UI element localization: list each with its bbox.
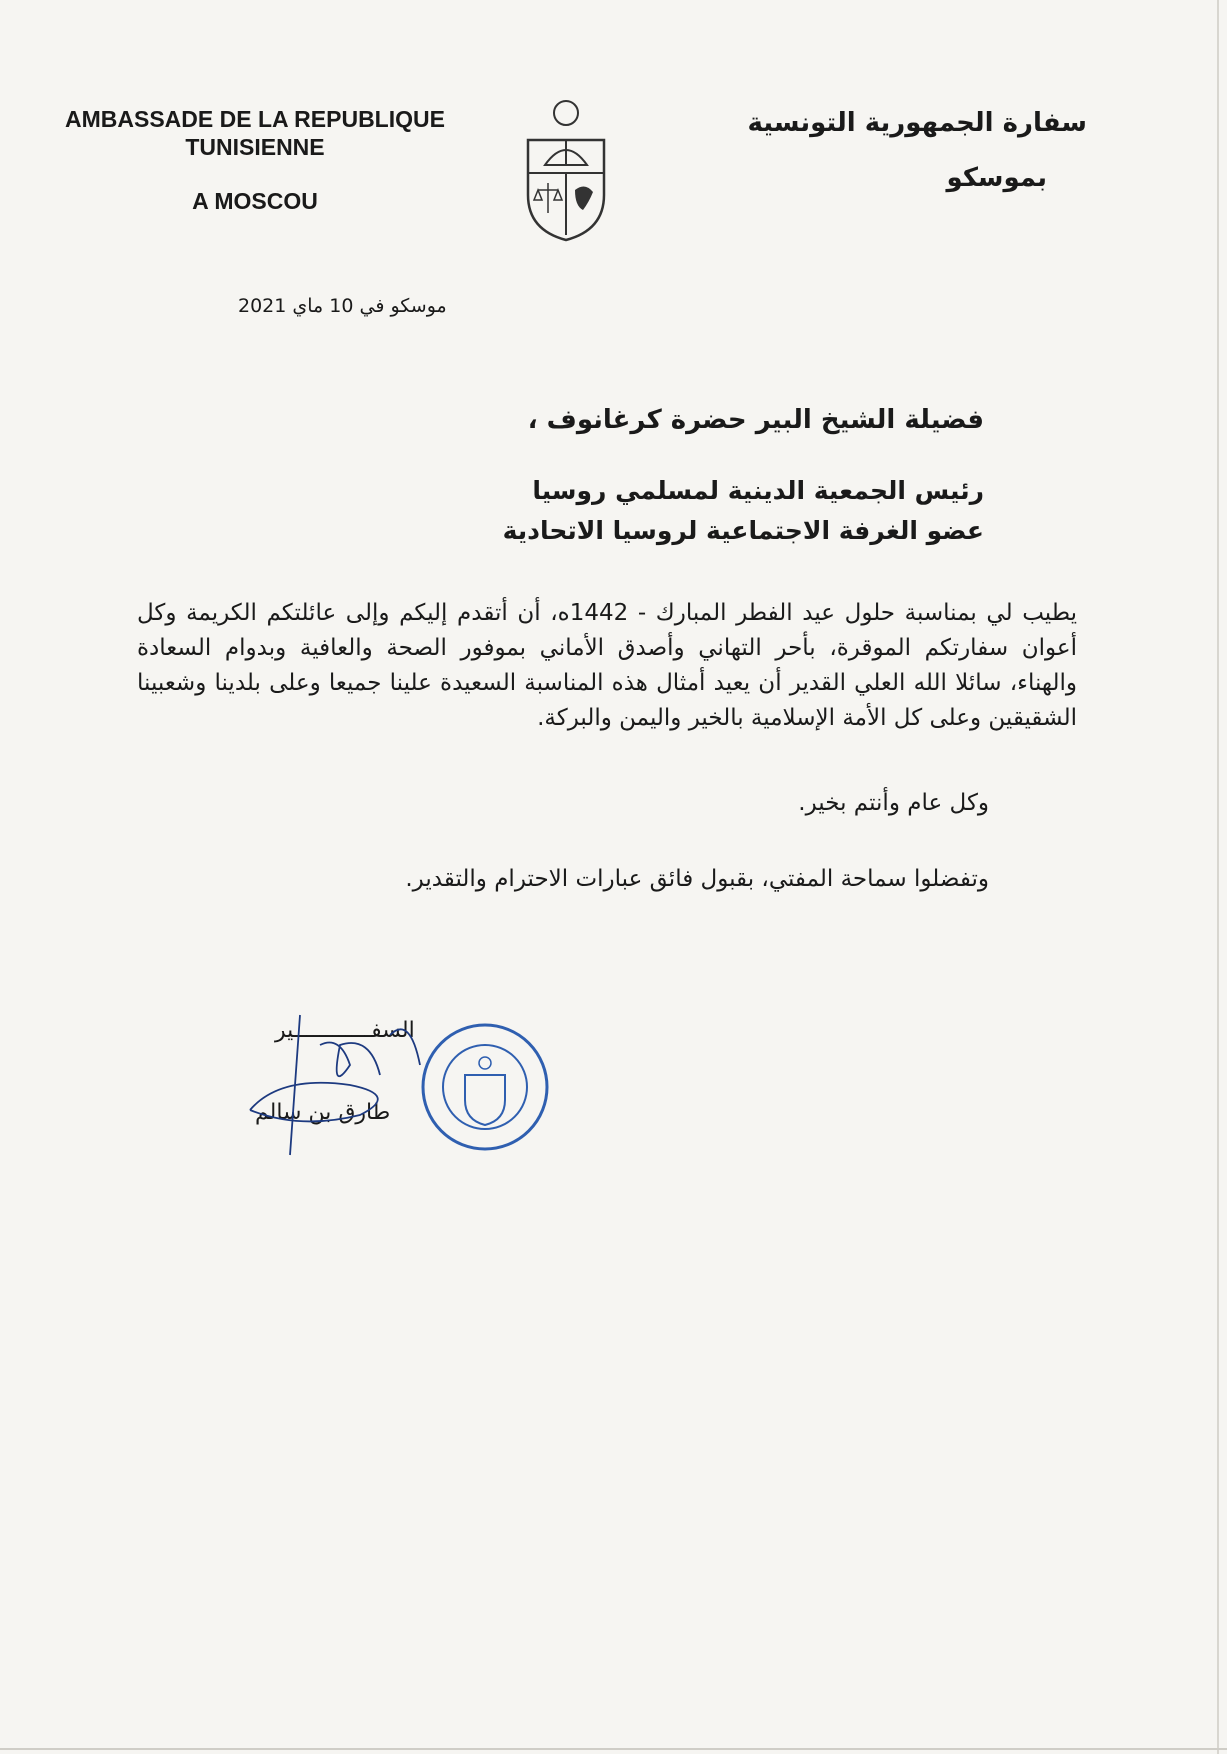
body-closing: وتفضلوا سماحة المفتي، بقبول فائق عبارات الاحترام والتقدير.: [405, 866, 989, 892]
recipient-title-2: عضو الغرفة الاجتماعية لروسيا الاتحادية: [502, 516, 984, 545]
header-fr-line1: AMBASSADE DE LA REPUBLIQUE: [65, 106, 445, 132]
signature-title: السفــــــــــــير: [275, 1018, 415, 1043]
scan-edge: [1217, 0, 1219, 1754]
body-paragraph: يطيب لي بمناسبة حلول عيد الفطر المبارك - 1442ه، أن أتقدم إليكم وإلى عائلتكم الكريمة وكل أعوان سفارتكم الموقرة، بأحر التهاني وأصدق الأماني بموفور الصحة والعافية وبدوام السعادة والهناء، سائلا الله العلي القدير أن يعيد أمثال هذه المناسبة السعيدة علينا جميعا وعلى بلدينا وشعبينا الشقيقين وعلى كل الأمة الإسلامية بالخير واليمن والبركة.: [137, 600, 1077, 731]
signature-name: طارق بن سالم: [255, 1100, 391, 1125]
header-fr-line2: TUNISIENNE: [185, 134, 325, 160]
scan-edge-bottom: [0, 1748, 1227, 1750]
recipient-title-1: رئيس الجمعية الدينية لمسلمي روسيا: [532, 476, 984, 505]
recipient-salutation: فضيلة الشيخ البير حضرة كرغانوف ،: [527, 405, 984, 435]
official-stamp-and-signature: [240, 1005, 560, 1175]
header-ar-line1: سفارة الجمهورية التونسية: [747, 108, 1087, 138]
letter-date: موسكو في 10 ماي 2021: [238, 295, 447, 317]
header-fr-city: A MOSCOU: [192, 188, 318, 214]
header-ar-city: بموسكو: [946, 163, 1047, 193]
coat-of-arms-emblem: [520, 95, 612, 245]
body-greeting: وكل عام وأنتم بخير.: [798, 790, 989, 816]
